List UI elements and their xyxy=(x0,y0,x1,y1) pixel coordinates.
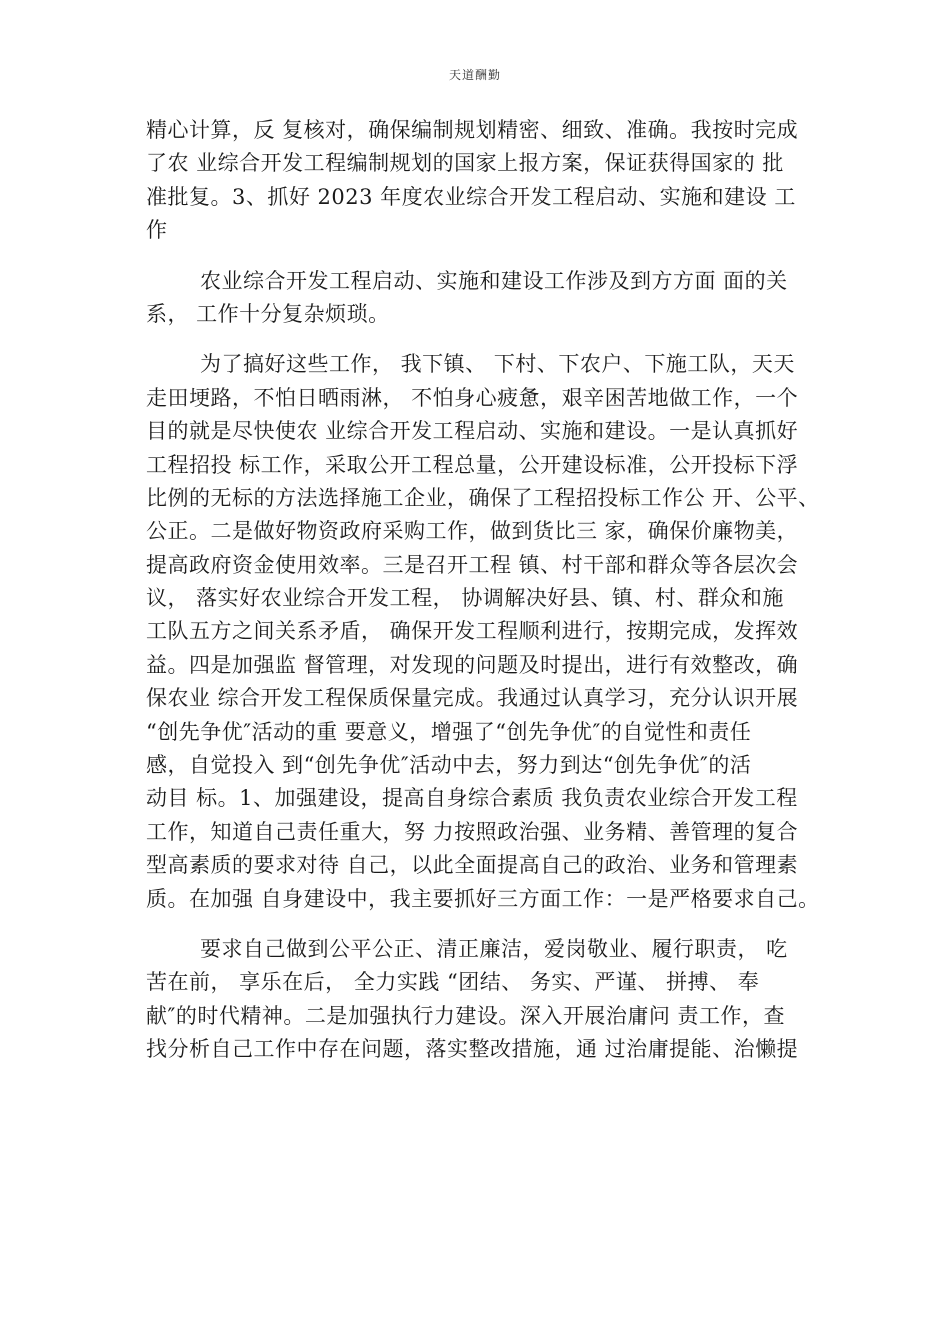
text-line: 要求自己做到公平公正、清正廉洁，爱岗敬业、履行职责， 吃 xyxy=(200,936,788,961)
text-line: 议， 落实好农业综合开发工程， 协调解决好县、镇、村、群众和施 xyxy=(146,586,784,611)
text-line: 公正。二是做好物资政府采购工作，做到货比三 家，确保价廉物美， xyxy=(146,519,799,544)
page-header: 天道酬勤 xyxy=(448,68,501,82)
text-line: 感，自觉投入 到“创先争优″活动中去，努力到达“创先争优″的活 xyxy=(146,753,752,778)
text-line: 系， 工作十分复杂烦琐。 xyxy=(146,301,390,326)
text-line: 质。在加强 自身建设中，我主要抓好三方面工作：一是严格要求自己。 xyxy=(146,886,820,911)
paragraph xyxy=(146,265,806,332)
text-line: 准批复。3、抓好 2023 年度农业综合开发工程启动、实施和建设 工 xyxy=(146,184,796,209)
text-line: 工队五方之间关系矛盾， 确保开发工程顺利进行，按期完成，发挥效 xyxy=(146,619,799,644)
text-line: 工程招投 标工作，采取公开工程总量，公开建设标准，公开投标下浮 xyxy=(146,452,799,477)
text-line: “创先争优″活动的重 要意义，增强了“创先争优″的自觉性和责任 xyxy=(146,719,752,744)
text-line: 献″的时代精神。二是加强执行力建设。深入开展治庸问 责工作，查 xyxy=(146,1003,786,1028)
document-body xyxy=(146,114,820,1067)
text-line: 型高素质的要求对待 自己，以此全面提高自己的政治、业务和管理素 xyxy=(146,853,799,878)
text-line: 苦在前， 享乐在后， 全力实践 “团结、 务实、严谨、 拼搏、 奉 xyxy=(146,970,760,995)
text-line: 走田埂路，不怕日晒雨淋， 不怕身心疲惫，艰辛困苦地做工作，一个 xyxy=(146,385,799,410)
text-line: 目的就是尽快使农 业综合开发工程启动、实施和建设。一是认真抓好 xyxy=(146,419,799,444)
text-line: 农业综合开发工程启动、实施和建设工作涉及到方方面 面的关 xyxy=(200,268,788,293)
text-line: 提高政府资金使用效率。三是召开工程 镇、村干部和群众等各层次会 xyxy=(146,552,799,577)
text-line: 精心计算，反 复核对，确保编制规划精密、细致、准确。我按时完成 xyxy=(146,118,799,142)
paragraph xyxy=(146,933,806,1067)
text-line: 动目 标。1、加强建设，提高自身综合素质 我负责农业综合开发工程 xyxy=(146,786,798,811)
text-line: 工作，知道自己责任重大，努 力按照政治强、业务精、善管理的复合 xyxy=(146,819,799,844)
text-line: 比例的无标的方法选择施工企业，确保了工程招投标工作公 开、公平、 xyxy=(146,485,820,510)
text-line: 找分析自己工作中存在问题，落实整改措施，通 过治庸提能、治懒提 xyxy=(146,1037,799,1062)
text-line: 益。四是加强监 督管理，对发现的问题及时提出，进行有效整改，确 xyxy=(146,652,799,677)
text-line: 为了搞好这些工作， 我下镇、 下村、下农户、下施工队，天天 xyxy=(200,352,795,377)
paragraph xyxy=(146,348,820,916)
text-line: 作 xyxy=(146,218,168,243)
paragraph xyxy=(146,114,806,248)
text-line: 保农业 综合开发工程保质保量完成。我通过认真学习，充分认识开展 xyxy=(146,686,799,711)
text-line: 了农 业综合开发工程编制规划的国家上报方案，保证获得国家的 批 xyxy=(146,151,784,176)
